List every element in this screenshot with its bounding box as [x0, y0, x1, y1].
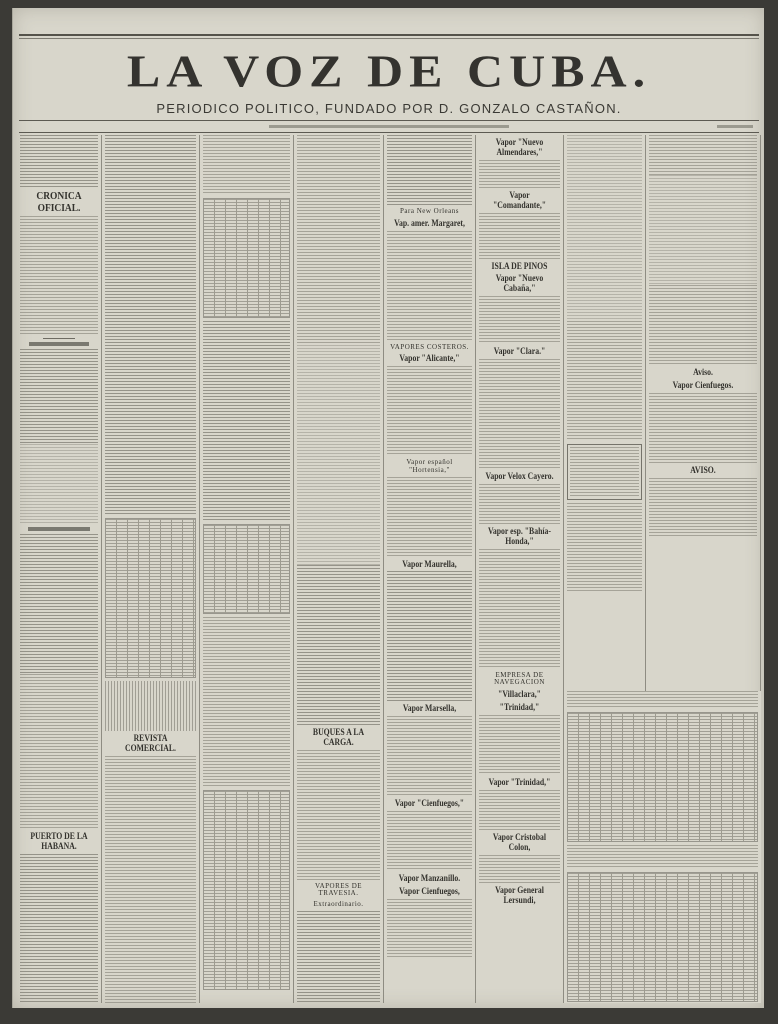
text-block [20, 444, 98, 524]
section-label [28, 527, 90, 531]
heading-vap-margaret: Vap. amer. Margaret, [394, 217, 465, 228]
heading-cronica-oficial: CRONICA OFICIAL. [36, 190, 82, 215]
text-block [105, 135, 196, 515]
text-block [20, 216, 98, 336]
text-block [387, 366, 472, 456]
heading-vapor-cienfuegos-1: Vapor "Cienfuegos," [394, 798, 465, 809]
heading-vapor-nuevo-cabana: Vapor "Nuevo Cabaña," [495, 273, 544, 294]
heading-vapor-cienfuegos-2: Vapor Cienfuegos, [399, 886, 460, 897]
text-block [203, 135, 290, 195]
heading-villaclara: "Villaclara," [498, 689, 541, 700]
dateline-rule-top [19, 120, 759, 121]
heading-para-new-orleans: Para New Orleans [400, 207, 459, 215]
text-block [20, 674, 98, 829]
section-label [29, 342, 89, 346]
text-block [387, 135, 472, 205]
balance-sheet-section [564, 691, 761, 1003]
exchange-table [203, 524, 290, 614]
text-block [20, 534, 98, 674]
text-block [649, 135, 757, 175]
divider [43, 338, 74, 339]
column-3 [200, 135, 294, 1003]
text-block [297, 135, 380, 345]
text-block [479, 790, 560, 830]
heading-revista-comercial: REVISTA COMERCIAL. [125, 733, 176, 753]
text-block [387, 811, 472, 871]
text-block [387, 477, 472, 557]
text-block [479, 855, 560, 883]
text-block [20, 349, 98, 444]
heading-aviso-2: AVISO. [690, 464, 716, 475]
text-block [649, 285, 757, 365]
column-6 [476, 135, 564, 1003]
text-block [387, 571, 472, 701]
balance-table-2 [567, 872, 758, 1002]
balance-table-1 [567, 712, 758, 842]
column-2 [102, 135, 200, 1003]
prices-table [203, 198, 290, 318]
heading-vapor-cienfuegos-3: Vapor Cienfuegos. [672, 379, 734, 390]
column-1 [17, 135, 102, 1003]
heading-vapor-marsella: Vapor Marsella, [402, 703, 457, 714]
text-block [567, 845, 758, 869]
column-4 [294, 135, 384, 1003]
heading-isla-de-pinos: ISLA DE PINOS [491, 260, 548, 271]
text-block [567, 691, 758, 709]
heading-vapores-travesia: VAPORES DE TRAVESIA. [314, 881, 363, 898]
newspaper-page [12, 8, 764, 1008]
dateline-rule-bottom [19, 132, 759, 133]
text-block [649, 175, 757, 285]
text-block [479, 359, 560, 469]
text-block [20, 135, 98, 187]
heading-empresa-navegacion: EMPRESA DE NAVEGACION [494, 670, 545, 687]
masthead [13, 8, 764, 126]
column-5 [384, 135, 476, 1003]
text-block [387, 716, 472, 796]
heading-vapor-alicante: Vapor "Alicante," [399, 353, 460, 364]
text-block [203, 617, 290, 787]
newspaper-title: LA VOZ DE CUBA. [126, 45, 652, 97]
newspaper-subtitle: PERIODICO POLITICO, FUNDADO POR D. GONZALO CASTAÑON. [156, 101, 622, 116]
text-block [649, 478, 757, 538]
text-block [387, 899, 472, 959]
heading-vapor-trinidad: Vapor "Trinidad," [488, 776, 551, 787]
heading-vapor-clara: Vapor "Clara." [493, 346, 546, 357]
text-block [567, 503, 642, 593]
issue-number [717, 122, 753, 131]
heading-vapor-maurella: Vapor Maurella, [402, 558, 457, 569]
heading-vapor-comandante: Vapor "Comandante," [492, 189, 547, 210]
bordered-notice [567, 444, 642, 500]
heading-vapor-nuevo-almendares: Vapor "Nuevo Almendares," [495, 137, 544, 157]
text-block [20, 854, 98, 1003]
heading-vapor-hortensia: Vapor español "Hortensia," [406, 458, 453, 474]
masthead-rule-thin [19, 38, 759, 39]
text-block [567, 321, 642, 441]
heading-vapor-cristobal-colon: Vapor Cristobal Colon, [492, 831, 547, 852]
text-block [387, 231, 472, 341]
heading-buques-carga: BUQUES A LA CARGA. [312, 727, 365, 747]
shipping-table [105, 518, 196, 678]
heading-vapor-velox-cayero: Vapor Velox Cayero. [485, 471, 554, 482]
text-block [649, 393, 757, 463]
faded-text-block [567, 171, 642, 321]
text-block [479, 549, 560, 669]
text-block [297, 911, 380, 1003]
text-block [479, 160, 560, 188]
text-block [297, 750, 380, 880]
text-block [567, 135, 642, 171]
text-block [479, 296, 560, 344]
heading-vapores-costeros: VAPORES COSTEROS. [390, 342, 469, 351]
masthead-rule [19, 34, 759, 36]
text-block [297, 565, 380, 725]
text-block [479, 213, 560, 259]
text-block [105, 756, 196, 1003]
text-block [297, 345, 380, 565]
text-block [479, 484, 560, 524]
heading-aviso-1: Aviso. [693, 367, 713, 377]
text-block [479, 715, 560, 775]
heading-puerto-habana: PUERTO DE LA HABANA. [30, 831, 88, 852]
heading-trinidad: "Trinidad," [499, 702, 540, 713]
dateline-text [13, 122, 764, 132]
columns [17, 135, 761, 1003]
heading-extraordinario: Extraordinario. [313, 900, 364, 909]
heading-vapor-manzanillo: Vapor Manzanillo. [398, 873, 461, 884]
statistics-table [203, 790, 290, 990]
heading-vapor-bahia-honda: Vapor esp. "Bahía-Honda," [487, 526, 551, 546]
text-block [203, 321, 290, 521]
heading-vapor-general-lersundi: Vapor General Lersundi, [495, 884, 544, 905]
rotated-table [105, 681, 196, 731]
